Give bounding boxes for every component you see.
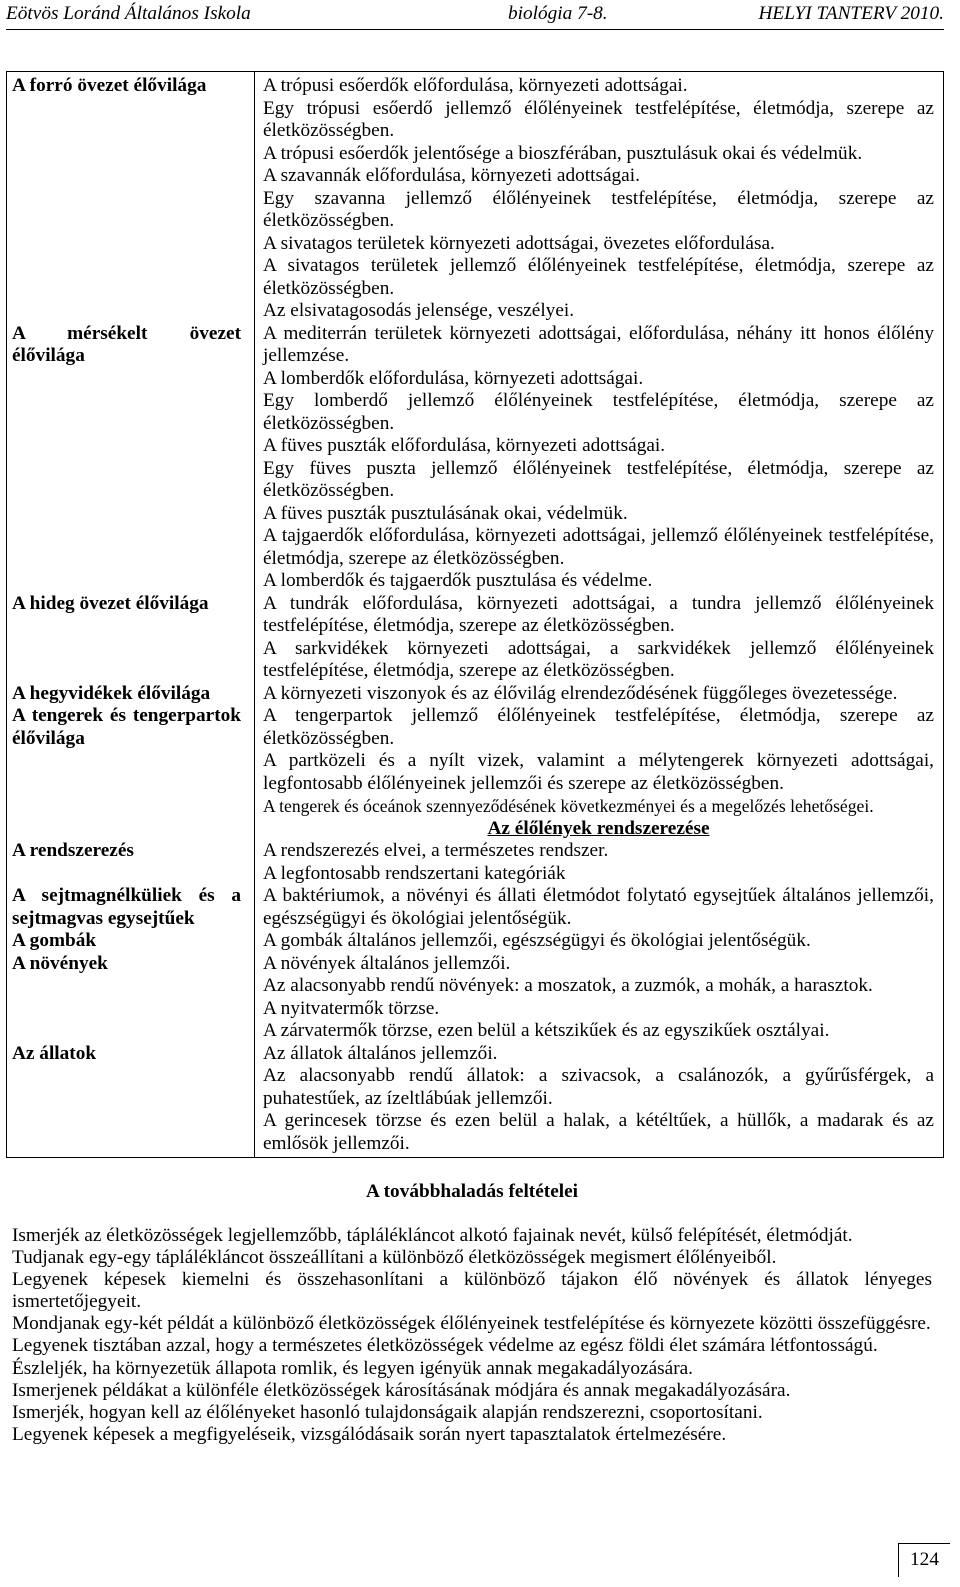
content-item: Az alacsonyabb rendű állatok: a szivacsok, a csalánozók, a gyűrűsférgek, a puhatestűek, az ízeltlábúak jellemzői. xyxy=(263,1065,934,1109)
content-item: A füves puszták pusztulásának okai, védelmük. xyxy=(263,502,628,524)
curriculum-row xyxy=(7,818,943,841)
content-item: Az alacsonyabb rendű növények: a moszatok, a zuzmók, a mohák, a harasztok. xyxy=(263,975,873,996)
curriculum-row xyxy=(7,323,943,593)
content-item: A tajgaerdők előfordulása, környezeti adottságai, jellemző élőlényeinek testfelépítése, életmódja, szerepe az életközösségben. xyxy=(263,525,934,569)
content-item: A gombák általános jellemzői, egészségügyi és ökológiai jelentőségük. xyxy=(263,930,811,951)
requirement-item: Ismerjenek példákat a különféle életközösségek károsításának módjára és annak megakadályozására. xyxy=(12,1379,791,1401)
curriculum-row xyxy=(7,683,943,706)
topic-content xyxy=(254,593,943,683)
topic-content xyxy=(254,323,943,593)
content-item: A trópusi esőerdők előfordulása, környezeti adottságai. xyxy=(263,75,688,96)
content-item: A szavannák előfordulása, környezeti adottságai. xyxy=(263,165,640,186)
content-item: A baktériumok, a növényi és állati életmódot folytató egysejtűek általános jellemzői, egészségügyi és ökológiai jelentőségük. xyxy=(263,885,934,929)
curriculum-row xyxy=(7,705,943,818)
content-item: A tundrák előfordulása, környezeti adottságai, a tundra jellemző élőlényeinek testfelépítése, életmódja, szerepe az életközösségben. xyxy=(263,592,934,636)
content-item: Egy trópusi esőerdő jellemző élőlényeinek testfelépítése, életmódja, szerepe az életközösségben. xyxy=(263,97,934,141)
content-item: Az elsivatagosodás jelensége, veszélyei. xyxy=(263,300,575,321)
content-item: A rendszerezés elvei, a természetes rendszer. xyxy=(263,840,609,861)
topic-label: A mérsékelt övezet élővilága xyxy=(12,322,241,366)
content-item: A tengerpartok jellemző élőlényeinek testfelépítése, életmódja, szerepe az életközösségben. xyxy=(263,705,934,749)
content-item: Az állatok általános jellemzői. xyxy=(263,1042,498,1064)
curriculum-table xyxy=(6,71,944,1158)
topic-label: A sejtmagnélküliek és a sejtmagvas egysejtűek xyxy=(12,885,241,929)
header-subject: biológia 7-8. xyxy=(508,3,608,24)
content-item: Egy lomberdő jellemző élőlényeinek testfelépítése, életmódja, szerepe az életközösségben. xyxy=(263,390,934,434)
content-item: A zárvatermők törzse, ezen belül a kétszikűek és az egyszikűek osztályai. xyxy=(263,1020,830,1041)
topic-content xyxy=(254,930,943,953)
topic-label: Az állatok xyxy=(12,1042,97,1064)
content-item: A sivatagos területek jellemző élőlényeinek testfelépítése, életmódja, szerepe az életközösségben. xyxy=(263,255,934,299)
requirement-item: Észleljék, ha környezetük állapota romlik, és legyen igényük annak megakadályozására. xyxy=(12,1357,694,1379)
requirement-item: Tudjanak egy-egy táplálékláncot összeállítani a különböző életközösségek megismert élőlényeiből. xyxy=(12,1247,777,1269)
content-item: A trópusi esőerdők jelentősége a bioszférában, pusztulásuk okai és védelmük. xyxy=(263,142,863,164)
topic-label: A gombák xyxy=(12,930,97,951)
content-item: A nyitvatermők törzse. xyxy=(263,997,440,1019)
curriculum-row xyxy=(7,953,943,1043)
topic-content xyxy=(254,683,943,706)
curriculum-row xyxy=(7,593,943,683)
requirements-list xyxy=(12,1225,932,1446)
header-school-name: Eötvös Loránd Általános Iskola xyxy=(6,3,251,24)
content-item: A legfontosabb rendszertani kategóriák xyxy=(263,862,566,884)
requirement-item: Legyenek tisztában azzal, hogy a természetes életközösségek védelme az egész földi élet számára létfontosságú. xyxy=(12,1335,878,1357)
header-rule xyxy=(6,29,944,30)
curriculum-row xyxy=(7,885,943,930)
topic-content xyxy=(254,705,943,818)
topic-content xyxy=(254,885,943,930)
content-item: Egy füves puszta jellemző élőlényeinek testfelépítése, életmódja, szerepe az életközösségben. xyxy=(263,457,934,501)
topic-label: A forró övezet élővilága xyxy=(12,75,207,96)
content-item: A sarkvidékek környezeti adottságai, a sarkvidékek jellemző élőlényeinek testfelépítése, életmódja, szerepe az életközösségben. xyxy=(263,637,934,681)
topic-label-empty xyxy=(7,818,254,841)
topic-label: A tengerek és tengerpartok élővilága xyxy=(12,705,241,749)
topic-label: A növények xyxy=(12,952,108,974)
requirement-item: Mondjanak egy-két példát a különböző életközösségek élőlényeinek testfelépítése és környezete közötti összefüggésre. xyxy=(12,1313,931,1335)
requirement-item: Legyenek képesek kiemelni és összehasonlítani a különböző tájakon élő növények és állatok lényeges ismertetőjegyeit. xyxy=(12,1269,932,1313)
topic-label: A rendszerezés xyxy=(12,840,134,861)
section-heading: Az élőlények rendszerezése xyxy=(487,817,710,839)
content-item: A gerincesek törzse és ezen belül a halak, a kétéltűek, a hüllők, a madarak és az emlősök jellemzői. xyxy=(263,1110,934,1154)
topic-label: A hideg övezet élővilága xyxy=(12,592,209,614)
content-item: A tengerek és óceánok szennyeződésének következményei és a megelőzés lehetőségei. xyxy=(263,796,874,816)
content-item: A sivatagos területek környezeti adottságai, övezetes előfordulása. xyxy=(263,232,775,254)
topic-content xyxy=(254,75,943,323)
page-number: 124 xyxy=(898,1543,950,1577)
topic-label: A hegyvidékek élővilága xyxy=(12,682,211,704)
content-item: A növények általános jellemzői. xyxy=(263,952,511,974)
topic-content xyxy=(254,818,943,841)
requirements-title: A továbbhaladás feltételei xyxy=(365,1181,579,1202)
content-item: A mediterrán területek környezeti adottságai, előfordulása, néhány itt honos élőlény jellemzése. xyxy=(263,322,934,366)
column-divider xyxy=(254,72,255,1157)
content-item: A környezeti viszonyok és az élővilág elrendeződésének függőleges övezetessége. xyxy=(263,682,898,704)
curriculum-row xyxy=(7,930,943,953)
requirement-item: Ismerjék az életközösségek legjellemzőbb, táplálékláncot alkotó fajainak nevét, külső felépítését, életmódját. xyxy=(12,1225,853,1246)
content-item: Egy szavanna jellemző élőlényeinek testfelépítése, életmódja, szerepe az életközösségben. xyxy=(263,187,934,231)
content-item: A füves puszták előfordulása, környezeti adottságai. xyxy=(263,435,666,456)
content-item: A partközeli és a nyílt vizek, valamint a mélytengerek környezeti adottságai, legfontosabb élőlényeinek jellemzői és szerepe az életközösségben. xyxy=(263,750,934,794)
curriculum-row xyxy=(7,1043,943,1156)
topic-content xyxy=(254,953,943,1043)
header-document-title: HELYI TANTERV 2010. xyxy=(758,3,944,24)
curriculum-row xyxy=(7,75,943,323)
curriculum-row xyxy=(7,840,943,885)
requirement-item: Legyenek képesek a megfigyeléseik, vizsgálódásaik során nyert tapasztalatok értelmezésére. xyxy=(12,1423,727,1445)
requirement-item: Ismerjék, hogyan kell az élőlényeket hasonló tulajdonságaik alapján rendszerezni, csoportosítani. xyxy=(12,1401,763,1423)
content-item: A lomberdők előfordulása, környezeti adottságai. xyxy=(263,367,644,389)
topic-content xyxy=(254,840,943,885)
content-item: A lomberdők és tajgaerdők pusztulása és védelme. xyxy=(263,570,653,591)
topic-content xyxy=(254,1043,943,1156)
